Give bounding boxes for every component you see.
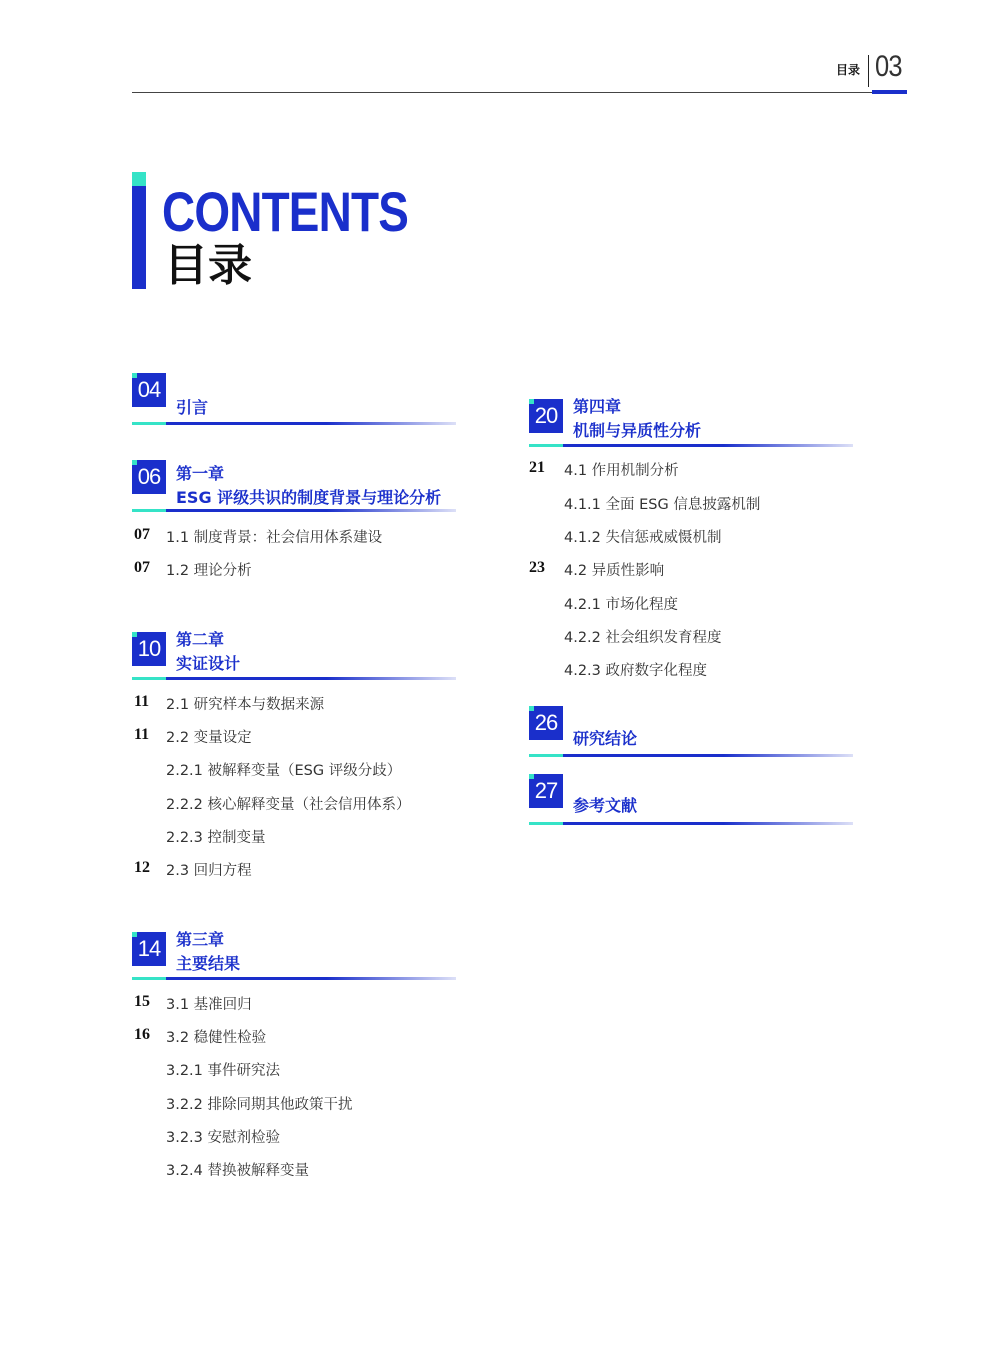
title-chinese: 目录 bbox=[164, 240, 252, 291]
toc-entry[interactable]: 4.2.3 政府数字化程度 bbox=[564, 663, 708, 679]
chapter-label: 第二章 bbox=[176, 630, 225, 649]
chapter-label: 第一章 bbox=[176, 464, 225, 483]
section-title: ESG 评级共识的制度背景与理论分析 bbox=[176, 488, 442, 507]
section-rule bbox=[529, 444, 853, 447]
toc-entry[interactable]: 1.2 理论分析 bbox=[166, 563, 252, 579]
toc-entry[interactable]: 3.1 基准回归 bbox=[166, 997, 252, 1013]
toc-entry[interactable]: 2.1 研究样本与数据来源 bbox=[166, 697, 325, 713]
header-separator bbox=[868, 55, 869, 87]
toc-entry[interactable]: 3.2.4 替换被解释变量 bbox=[166, 1163, 310, 1179]
chapter-label: 第四章 bbox=[573, 397, 622, 416]
section-title: 参考文献 bbox=[573, 796, 638, 815]
entry-page: 11 bbox=[134, 693, 150, 710]
toc-entry[interactable]: 2.3 回归方程 bbox=[166, 863, 252, 879]
toc-entry[interactable]: 4.1.1 全面 ESG 信息披露机制 bbox=[564, 497, 761, 513]
section-title: 引言 bbox=[176, 398, 209, 417]
section-rule bbox=[132, 422, 456, 425]
header-rule bbox=[132, 92, 907, 93]
entry-page: 21 bbox=[529, 459, 545, 476]
section-number: 20 bbox=[534, 403, 558, 428]
toc-entry[interactable]: 4.2.1 市场化程度 bbox=[564, 597, 679, 613]
section-rule bbox=[132, 677, 456, 680]
section-number: 14 bbox=[137, 936, 161, 961]
toc-entry[interactable]: 3.2.2 排除同期其他政策干扰 bbox=[166, 1097, 353, 1113]
entry-page: 12 bbox=[134, 859, 150, 876]
chapter-label: 第三章 bbox=[176, 930, 225, 949]
toc-entry[interactable]: 1.1 制度背景：社会信用体系建设 bbox=[166, 530, 383, 546]
entry-page: 23 bbox=[529, 559, 545, 576]
section-number: 27 bbox=[534, 778, 558, 803]
section-number: 04 bbox=[137, 377, 161, 402]
entry-page: 07 bbox=[134, 559, 150, 576]
section-number: 10 bbox=[137, 636, 161, 661]
toc-entry[interactable]: 2.2.3 控制变量 bbox=[166, 830, 266, 846]
section-title: 主要结果 bbox=[176, 954, 241, 973]
section-number: 26 bbox=[534, 710, 558, 735]
section-number: 06 bbox=[137, 464, 161, 489]
toc-entry[interactable]: 2.2.1 被解释变量（ESG 评级分歧） bbox=[166, 763, 402, 779]
title-english: CONTENTS bbox=[162, 180, 408, 243]
section-title: 研究结论 bbox=[573, 729, 638, 748]
section-rule bbox=[529, 754, 853, 757]
entry-page: 16 bbox=[134, 1026, 150, 1043]
section-rule bbox=[529, 822, 853, 825]
toc-entry[interactable]: 2.2.2 核心解释变量（社会信用体系） bbox=[166, 797, 411, 813]
toc-entry[interactable]: 3.2.3 安慰剂检验 bbox=[166, 1130, 281, 1146]
toc-entry[interactable]: 3.2 稳健性检验 bbox=[166, 1030, 267, 1046]
toc-entry[interactable]: 4.2 异质性影响 bbox=[564, 563, 665, 579]
toc-entry[interactable]: 2.2 变量设定 bbox=[166, 730, 252, 746]
title-accent-bar bbox=[132, 172, 146, 289]
section-title: 实证设计 bbox=[176, 654, 241, 673]
toc-entry[interactable]: 3.2.1 事件研究法 bbox=[166, 1063, 281, 1079]
entry-page: 15 bbox=[134, 993, 150, 1010]
title-accent-top bbox=[132, 172, 146, 186]
section-rule bbox=[132, 977, 456, 980]
header-accent-bar bbox=[872, 90, 907, 94]
toc-entry[interactable]: 4.1.2 失信惩戒威慑机制 bbox=[564, 530, 722, 546]
entry-page: 11 bbox=[134, 726, 150, 743]
header-page-number: 03 bbox=[875, 50, 902, 83]
section-rule bbox=[132, 509, 456, 512]
section-title: 机制与异质性分析 bbox=[573, 421, 702, 440]
header-label: 目录 bbox=[836, 63, 861, 77]
entry-page: 07 bbox=[134, 526, 150, 543]
toc-entry[interactable]: 4.2.2 社会组织发育程度 bbox=[564, 630, 722, 646]
toc-entry[interactable]: 4.1 作用机制分析 bbox=[564, 463, 679, 479]
